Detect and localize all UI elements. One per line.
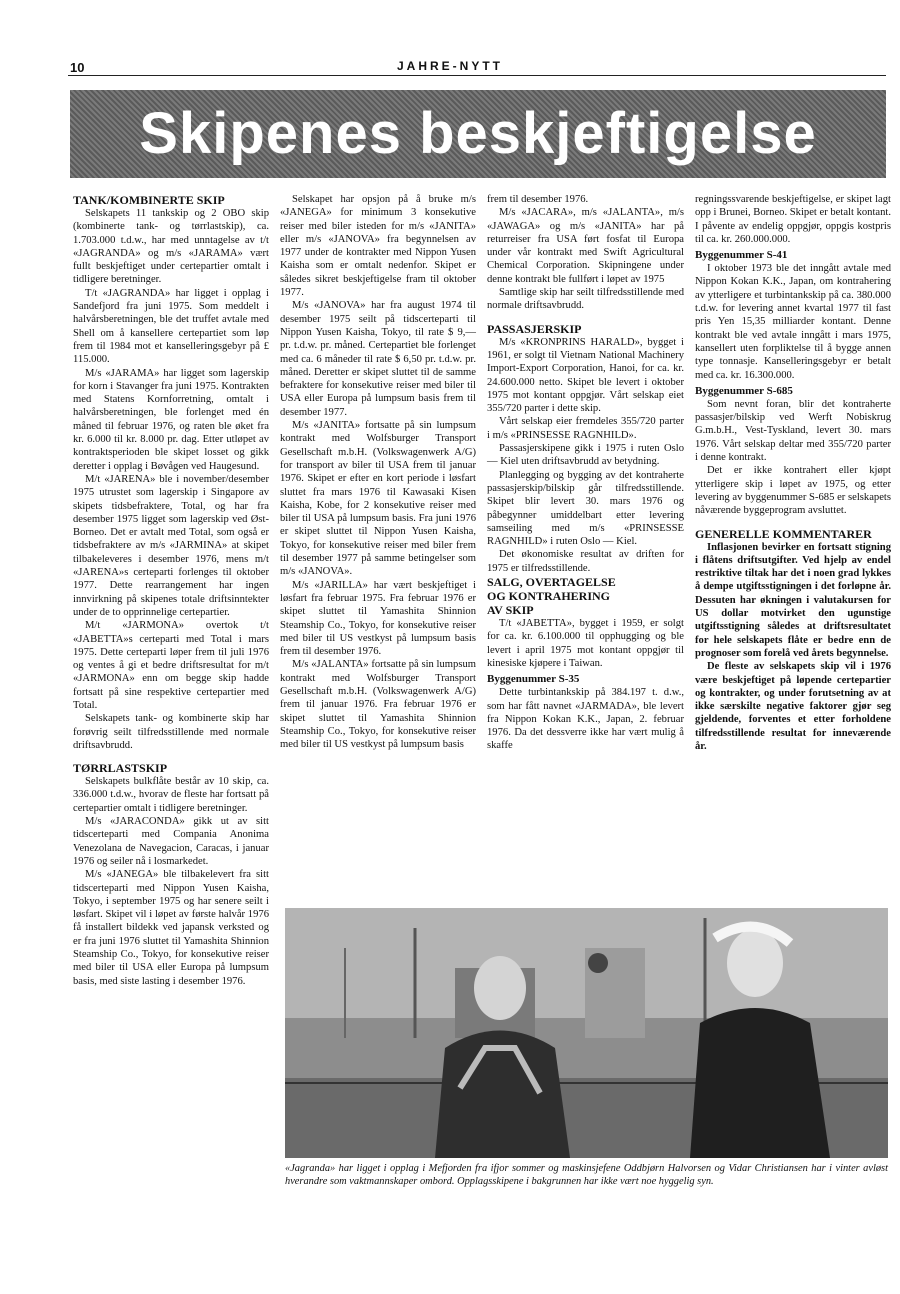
paragraph: Vårt selskap eier fremdeles 355/720 parter i m/s «PRINSESSE RAGNHILD». xyxy=(487,416,684,441)
paragraph: frem til desember 1976. xyxy=(487,194,589,205)
paragraph: M/s «JALANTA» fortsatte på sin lumpsum kontrakt med Wolfsburger Transport Gesellschaft m.b.H. (Volkswagenwerk A/G) frem til januar 1976. Fra februar 1976 er skipet sluttet til Yamashita Shinnion Steamship Co., Tokyo, for konsekutive reiser med biler til US vestkyst på lumpsum basis xyxy=(280,659,476,751)
paragraph: regningssvarende beskjeftigelse, er skipet lagt opp i Brunei, Borneo. Skipet er betalt kontant. I påvente av endelig oppgjør, oppgis kostpris til ca. kr. 260.000.000. xyxy=(695,194,891,245)
column-1 xyxy=(73,193,269,988)
photo-caption: «Jagranda» har ligget i opplag i Mefjorden fra ifjor sommer og maskinsjefene Oddbjørn Halvorsen og Vidar Christiansen har i vinter avløst hverandre som vaktmannskaper ombord. Opplagsskipene i bakgrunnen har ikke vært noe hyggelig syn. xyxy=(285,1163,888,1187)
title-banner xyxy=(70,90,886,178)
paragraph: Som nevnt foran, blir det kontraherte passasjer/bilskip ved Werft Nobiskrug G.m.b.H., Vest-Tyskland, levert 30. mars 1976. Vårt selskap deltar med 355/720 parter i denne kontrakt. xyxy=(695,398,891,464)
paragraph: I oktober 1973 ble det inngått avtale med Nippon Kokan K.K., Japan, om kontrahering av ytterligere et turbintankskip på ca. 380.000 t.d.w. for levering annet kvartal 1977 til fast pris Yen 15,35 milliarder kontant. Denne kontrakt ble ved avtale inngått i mars 1975, kansellert uten forpliktelse til å bygge annen type tonnasje. Kanselleringsgebyr er betalt med ca. kr. 16.300.000. xyxy=(695,263,891,381)
paragraph: M/s «JARILLA» har vært beskjeftiget i løsfart fra februar 1975. Fra februar 1976 er skipet sluttet til Yamashita Shinnion Steamship Co., Tokyo, for konsekutive reiser med biler til US vestkyst på lumpsum basis frem til desember 1976. xyxy=(280,579,476,658)
person-right-head xyxy=(727,929,783,997)
paragraph: Inflasjonen bevirker en fortsatt stigning i flåtens driftsutgifter. Ved hjelp av endel restriktive tiltak har det i noen grad lykkes å dempe utgiftsstigningen i det forløpne år. Dessuten har økningen i valutakursen for US dollar motvirket den ugunstige utgiftsstigning således at driftsresultatet for hele selskapets flåte er bedre enn de prognoser som forelå ved årets begynnelse. xyxy=(695,541,891,659)
bold-commentary xyxy=(695,541,891,754)
heading-salg-line2: OG KONTRAHERING xyxy=(487,589,611,604)
subheading-s685: Byggenummer S-685 xyxy=(695,384,793,397)
paragraph: Det økonomiske resultat av driften for 1975 er tilfredsstillende. xyxy=(487,549,684,574)
paragraph: Selskapets tank- og kombinerte skip har forøvrig seilt tilfredsstillende med normale driftsavbrudd. xyxy=(73,713,269,751)
paragraph: Passasjerskipene gikk i 1975 i ruten Oslo — Kiel uten driftsavbrudd av betydning. xyxy=(487,443,684,468)
photo-illustration xyxy=(285,908,888,1158)
paragraph: M/s «JANEGA» ble tilbakelevert fra sitt tidscerteparti med Nippon Yusen Kaisha, Tokyo, i september 1975 og har senere seilt i løsfart. Skipet vil i løpet av første halvår 1976 få installert bildekk ved japansk verksted og er fra juni 1976 sluttet til Yamashita Shinnion Steamship Co., Tokyo, for konsekutive reiser med biler til USA eller Europa på lumpsum basis, med siste lasting i desember 1976. xyxy=(73,869,269,987)
paragraph: M/t «JARENA» ble i november/desember 1975 utrustet som lagerskip i Singapore av skipets tidsbefraktere, Total, og har fra desember 1975 ligget som lagerskip ved Øst-Borneo. Det er avtalt med Total, som også er tidsbefraktere av m/s «JARMINA» at skipet tilbakeleveres i desember 1976, mens m/t «JARENA»s certeparti forlenges til oktober 1977. Dette rearrangement har ingen innvirkning på skipenes totale driftsinntekter under de to opprinnelige certepartier. xyxy=(73,473,269,618)
paragraph: Selskapets 11 tankskip og 2 OBO skip (kombinerte tank- og tørrlastskip), ca. 1.703.000 t.d.w., har med unntagelse av t/t «JAGRANDA» og m/s «JARAMA» vært fullt beskjeftiget under certepartier omtalt i tidligere beretninger. xyxy=(73,208,269,286)
subheading-s35: Byggenummer S-35 xyxy=(487,673,580,686)
paragraph: T/t «JABETTA», bygget i 1959, er solgt for ca. kr. 6.100.000 til opphugging og ble levert i april 1975 mot kontant oppgjør til kinesiske kjøpere i Taiwan. xyxy=(487,618,684,669)
paragraph: T/t «JAGRANDA» har ligget i opplag i Sandefjord fra juni 1975. Som meddelt i halvårsberetningen, ble det truffet avtale med Shell om å kansellere certepartiet som løp frem til 1984 mot et kanselleringsgebyr på £ 115.000. xyxy=(73,287,269,366)
paragraph: Selskapet har opsjon på å bruke m/s «JANEGA» for minimum 3 konsekutive reiser med biler isteden for m/s «JANITA» eller m/s «JANOVA» fra begynnelsen av 1977 under de kontrakter med Nippon Yusen Kaisha som er omtalt nedenfor. Skipet er således sikret beskjeftigelse fram til oktober 1977. xyxy=(280,194,476,299)
top-rule xyxy=(68,75,886,76)
publication-name: JAHRE-NYTT xyxy=(396,59,503,73)
paragraph: M/s «JACARA», m/s «JALANTA», m/s «JAWAGA» og m/s «JANITA» har på returreiser fra USA ført fosfat til Europa under vår kontrakt med Swift Agricultural Chemical Corporation. Skipningene under denne kontrakt ble fullført i løpet av 1975 xyxy=(487,207,684,285)
paragraph: M/s «KRONPRINS HARALD», bygget i 1961, er solgt til Vietnam National Machinery Import-Export Corporation, Hanoi, for ca. kr. 24.600.000 netto. Skipet ble levert i oktober 1975 mot kontant oppgjør. Vårt selskap eiet 355/720 parter i dette skip. xyxy=(487,336,684,415)
paragraph: Selskapets bulkflåte består av 10 skip, ca. 336.000 t.d.w., hvorav de fleste har fortsatt på certepartier omtalt i tidligere beretninger. xyxy=(73,776,269,814)
paragraph: M/s «JANOVA» har fra august 1974 til desember 1975 seilt på tidscerteparti til Nippon Yusen Kaisha, Tokyo, til rate $ 9,— pr. t.d.w. pr. måned. Certepartiet ble forlenget med ca. 6 måneder til rate $ 6,50 pr. t.d.w. pr. måned. Deretter er skipet sluttet til de samme befraktere for konsekutive reiser med biler til USA eller Europa på lumpsum basis frem til desember 1977. xyxy=(280,300,476,418)
paragraph: Samtlige skip har seilt tilfredsstillende med normale driftsavbrudd. xyxy=(487,287,684,312)
heading-torrlast: TØRRLASTSKIP xyxy=(73,761,168,776)
person-right-coat xyxy=(690,1008,830,1158)
heading-generelle-kommentarer: GENERELLE KOMMENTARER xyxy=(695,526,872,541)
paragraph: M/t «JARMONA» overtok t/t «JABETTA»s certeparti med Total i mars 1975. Dette certeparti løper frem til juli 1976 og ventes å gi et bedre driftsresultat for m/t «JARMONA» enn om begge skip hadde fortsatt på sine respektive certepartier med Total. xyxy=(73,620,269,711)
column-3 xyxy=(487,193,684,753)
paragraph: Dette turbintankskip på 384.197 t. d.w., som har fått navnet «JARMADA», ble levert fra Nippon Kokan K.K., Japan, 2. februar 1976. Da det dessverre ikke har vært mulig å skaffe xyxy=(487,687,684,752)
funnel-emblem xyxy=(588,953,608,973)
subheading-s41: Byggenummer S-41 xyxy=(695,249,788,262)
photo xyxy=(285,908,888,1158)
heading-passasjerskip: PASSASJERSKIP xyxy=(487,321,582,336)
page-number: 10 xyxy=(70,60,85,75)
paragraph: Det er ikke kontrahert eller kjøpt ytterligere skip i løpet av 1975, og etter levering av byggenummer S-685 er selskapets nåværende byggeprogram avsluttet. xyxy=(695,465,891,517)
paragraph: De fleste av selskapets skip vil i 1976 være beskjeftiget på løpende certepartier og kontrakter, og under forutsetning av at ikke særskilte negative faktorer gjør seg gjeldende, forventes et etter forholdene tilfredsstillende resultat for inneværende år. xyxy=(695,661,891,752)
column-4 xyxy=(695,193,891,753)
paragraph: M/s «JANITA» fortsatte på sin lumpsum kontrakt med Wolfsburger Transport Gesellschaft m.b.H. (Volkswagenwerk A/G) for transport av biler til USA frem til januar 1976. Skipet er efter en kort periode i løsfart sluttet fra mars 1976 til Kawasaki Kisen Kaisha, Kobe, for 2 konsekutive reiser med biler til USA på lumpsum basis. Fra juni 1976 er skipet sluttet til Nippon Yusen Kaisha, Tokyo, for konsekutive reiser med biler frem til desember 1977 på samme betingelser som m/s «JANOVA». xyxy=(280,420,476,578)
paragraph: M/s «JARACONDA» gikk ut av sitt tidscerteparti med Compania Anonima Venezolana de Navegacion, Caracas, i januar 1976 og seiler nå i losmarkedet. xyxy=(73,816,269,867)
person-left-head xyxy=(474,956,526,1020)
heading-salg-line3: AV SKIP xyxy=(487,603,534,618)
heading-tank: TANK/KOMBINERTE SKIP xyxy=(73,193,225,207)
article-title: Skipenes beskjeftigelse xyxy=(139,101,817,166)
paragraph: M/s «JARAMA» har ligget som lagerskip for korn i Stavanger fra juni 1975. Kontrakten med Statens Kornforretning, omtalt i halvårsberetningen, ble forlenget med én måned til februar 1976, og raten ble øket fra kr. 6.000 til kr. 8.000 pr. dag. Etter utløpet av kontraktsperioden ble skipet losset og gikk deretter i opplag i Bøvågen ved Haugesund. xyxy=(73,367,269,472)
column-2 xyxy=(280,193,476,751)
heading-salg-line1: SALG, OVERTAGELSE xyxy=(487,575,616,590)
paragraph: Planlegging og bygging av det kontraherte passasjerskip/bilskip går tilfredsstillende. Skipet blir levert 30. mars 1976 og påbegynner umiddelbart etter levering samseiling med m/s «PRINSESSE RAGNHILD» i ruten Oslo — Kiel. xyxy=(487,469,684,548)
